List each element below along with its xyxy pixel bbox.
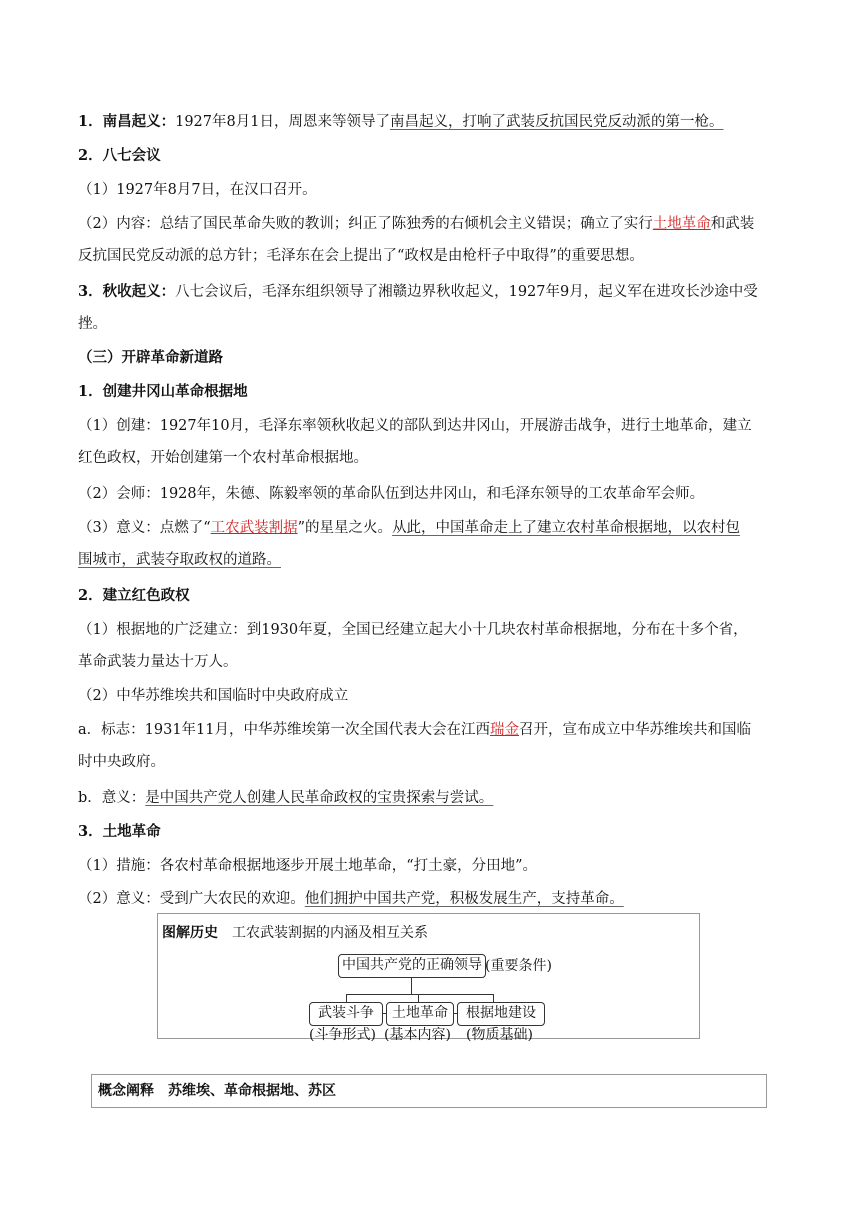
paragraph-meeting-date: （1）1927年8月7日，在汉口召开。 (78, 182, 317, 198)
paragraph-autumn-uprising: 3．秋收起义：八七会议后，毛泽东组织领导了湘赣边界秋收起义，1927年9月，起义军在进攻长沙途中受 (78, 283, 758, 300)
paragraph-autumn-uprising-cont: 挫。 (78, 316, 107, 332)
paragraph-meeting-content: （2）内容：总结了国民革命失败的教训；纠正了陈独秀的右倾机会主义错误；确立了实行土地革命和武装 (78, 216, 755, 232)
heading-bayi-meeting: 2．八七会议 (78, 147, 161, 164)
paragraph-bases-established: （1）根据地的广泛建立：到1930年夏，全国已经建立起大小十几块农村革命根据地，分布在十多个省， (78, 622, 748, 638)
paragraph-soviet-marker-cont: 时中央政府。 (78, 754, 165, 770)
paragraph-jinggangshan-meaning-cont (78, 550, 790, 570)
diagram-label: 图解历史 (162, 925, 218, 941)
highlight-keyword: 瑞金 (490, 722, 519, 738)
paragraph-jinggangshan-meet: （2）会师：1928年，朱德、陈毅率领的革命队伍到达井冈山，和毛泽东领导的工农革命军会师。 (78, 486, 705, 502)
paragraph-nanchang-uprising (78, 112, 790, 132)
history-diagram (157, 913, 700, 1043)
paragraph-jinggangshan-meaning: （3）意义：点燃了“工农武装割据”的星星之火。从此，中国革命走上了建立农村革命根据地，以农村包 (78, 520, 741, 536)
highlight-keyword: 土地革命 (652, 216, 711, 232)
diagram-note-foundation: (物质基础) (466, 1027, 533, 1043)
concept-title: 苏维埃、革命根据地、苏区 (168, 1083, 336, 1099)
paragraph-land-measures: （1）措施：各农村革命根据地逐步开展土地革命，“打土豪，分田地”。 (78, 858, 538, 874)
underlined-text: 从此，中国革命走上了建立农村革命根据地，以农村包 (392, 520, 741, 536)
underlined-text: 是中国共产党人创建人民革命政权的宝贵探索与尝试。 (145, 790, 494, 806)
heading-red-regime: 2．建立红色政权 (78, 587, 190, 604)
paragraph-soviet-meaning: b．意义：是中国共产党人创建人民革命政权的宝贵探索与尝试。 (78, 790, 494, 806)
heading-jinggangshan: 1．创建井冈山革命根据地 (78, 383, 248, 400)
diagram-box-party-leadership: 中国共产党的正确领导 (338, 954, 486, 978)
concept-box (91, 1074, 767, 1108)
paragraph-jinggangshan-create-cont: 红色政权，开始创建第一个农村革命根据地。 (78, 450, 368, 466)
paragraph-soviet-government: （2）中华苏维埃共和国临时中央政府成立 (78, 688, 349, 704)
paragraph-jinggangshan-create: （1）创建：1927年10月，毛泽东率领秋收起义的部队到达井冈山，开展游击战争，进行土地革命，建立 (78, 418, 752, 434)
diagram-connector (411, 977, 412, 994)
underlined-text: 他们拥护中国共产党，积极发展生产，支持革命。 (304, 891, 624, 907)
section-heading-new-road: （三）开辟革命新道路 (78, 349, 223, 366)
paragraph-heading: 1．南昌起义： (78, 113, 176, 130)
diagram-connector (346, 994, 494, 995)
paragraph-bases-established-cont: 革命武装力量达十万人。 (78, 654, 238, 670)
diagram-box-base-building: 根据地建设 (457, 1002, 545, 1026)
diagram-note-form: (斗争形式) (309, 1027, 376, 1043)
paragraph-land-meaning: （2）意义：受到广大农民的欢迎。他们拥护中国共产党，积极发展生产，支持革命。 (78, 891, 624, 907)
diagram-box-land-revolution: 土地革命 (386, 1002, 454, 1026)
diagram-note-condition: (重要条件) (485, 958, 552, 974)
paragraph-soviet-marker: a．标志：1931年11月，中华苏维埃第一次全国代表大会在江西瑞金召开，宣布成立中华苏维埃共和国临 (78, 722, 751, 738)
diagram-title (162, 922, 428, 942)
diagram-note-content: (基本内容) (384, 1027, 451, 1043)
highlight-keyword: 工农武装割据 (210, 520, 298, 536)
diagram-box-armed-struggle: 武装斗争 (309, 1002, 383, 1026)
paragraph-meeting-content-cont: 反抗国民党反动派的总方针；毛泽东在会上提出了“政权是由枪杆子中取得”的重要思想。 (78, 248, 644, 264)
diagram-caption: 工农武装割据的内涵及相互关系 (232, 925, 428, 941)
concept-label: 概念阐释 (98, 1083, 154, 1099)
underlined-text: 围城市，武装夺取政权的道路。 (78, 552, 281, 568)
paragraph-text: 1927年8月1日，周恩来等领导了 (175, 114, 390, 130)
heading-land-revolution: 3．土地革命 (78, 823, 161, 840)
underlined-text: 南昌起义，打响了武装反抗国民党反动派的第一枪。 (389, 114, 724, 130)
